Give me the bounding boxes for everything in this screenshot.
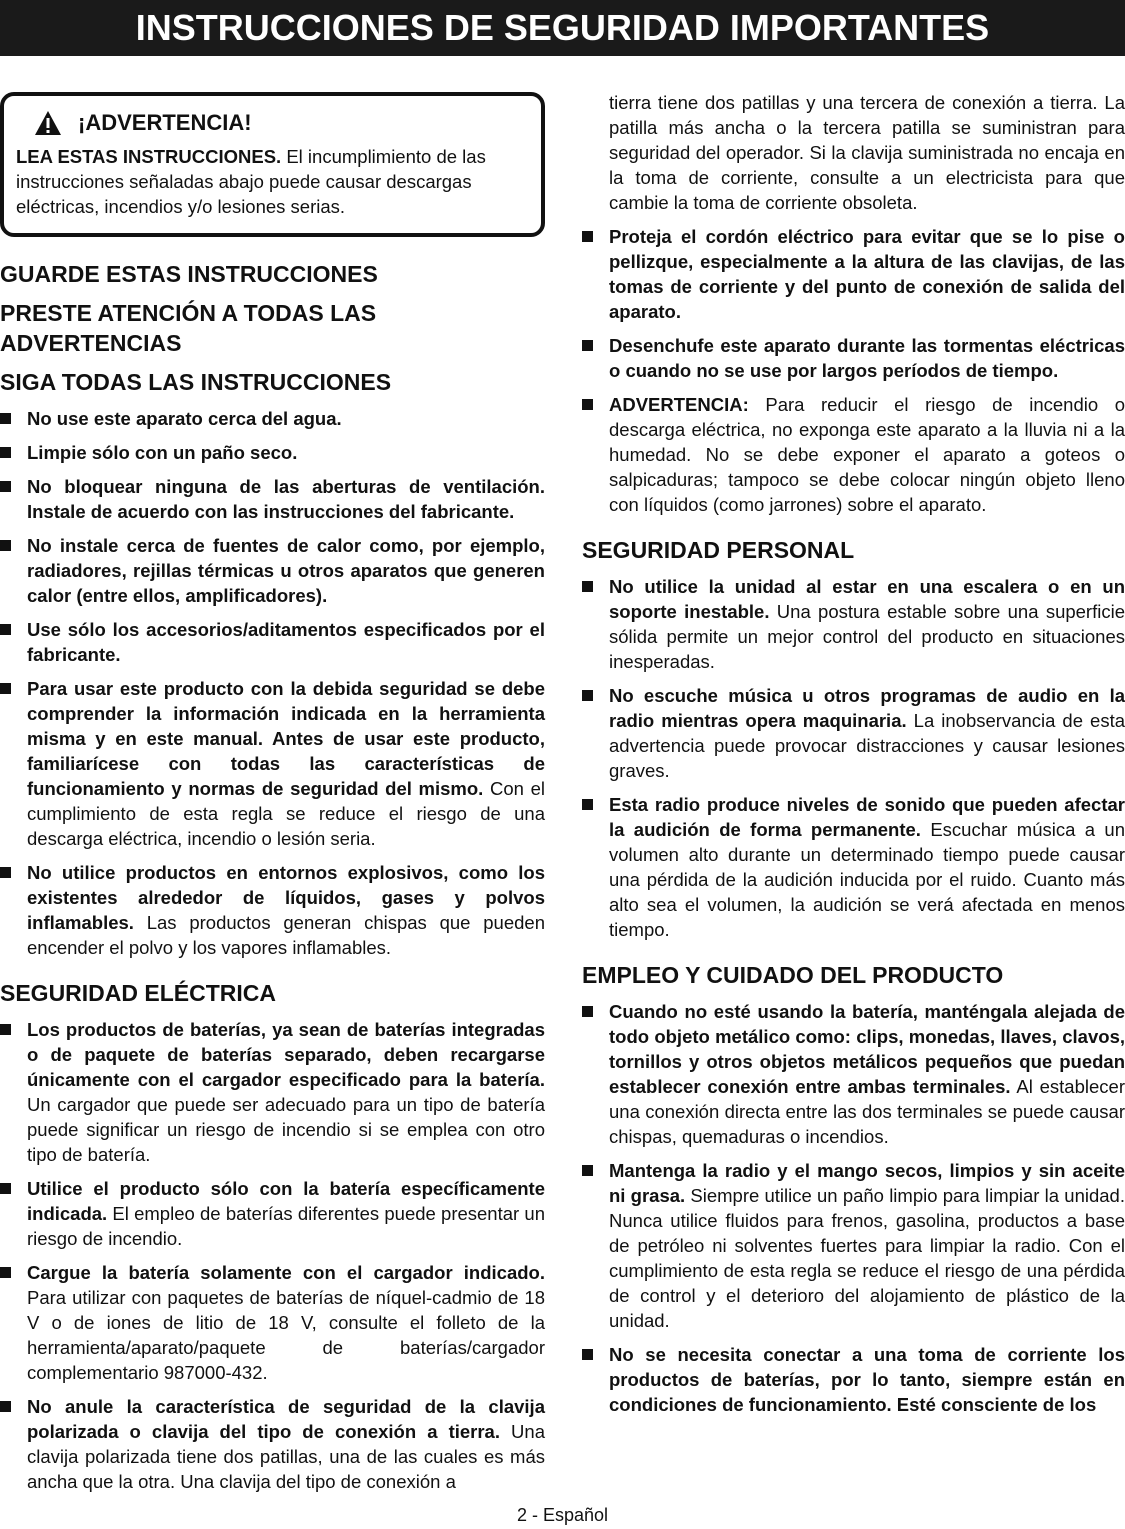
square-bullet-icon (582, 1349, 593, 1360)
item-bold-text: Limpie sólo con un paño seco. (27, 442, 298, 463)
general-list (0, 406, 545, 960)
item-text: Al establecer una conexión directa entre las dos terminales se puede causar chispas, quemaduras o incendios. (609, 1076, 1125, 1147)
warning-title: ¡ADVERTENCIA! (78, 110, 252, 135)
heading-siga: SIGA TODAS LAS INSTRUCCIONES (0, 369, 392, 395)
heading-preste: PRESTE ATENCIÓN A TODAS LAS ADVERTENCIAS (0, 300, 377, 356)
square-bullet-icon (582, 1006, 593, 1017)
list-item (0, 1017, 545, 1167)
item-bold-text: Utilice el producto sólo con la batería específicamente indicada. (27, 1178, 545, 1224)
right-column (582, 90, 1125, 1435)
item-text: Las productos generan chispas que pueden encender el polvo y los vapores inflamables. (27, 912, 545, 958)
list-item (0, 860, 545, 960)
item-bold-text: No instale cerca de fuentes de calor como, por ejemplo, radiadores, rejillas térmicas u otros aparatos que generen calor (entre ellos, amplificadores). (27, 535, 545, 606)
list-item (0, 1394, 545, 1494)
item-bold-text: Cuando no esté usando la batería, manténgala alejada de todo objeto metálico como: clips, monedas, llaves, clavos, tornillos y otros objetos metálicos pequeños que puedan establecer conexión entre ambas terminales. (609, 1001, 1125, 1097)
warning-triangle-icon (34, 110, 62, 136)
warning-box (0, 92, 545, 237)
item-bold-text: Proteja el cordón eléctrico para evitar que se lo pise o pellizque, especialmente a la altura de las clavijas, de las tomas de corriente y del punto de conexión de salida del aparato. (609, 226, 1125, 322)
list-item (582, 792, 1125, 942)
square-bullet-icon (582, 399, 593, 410)
square-bullet-icon (0, 1024, 11, 1035)
item-bold-text: No escuche música u otros programas de audio en la radio mientras opera maquinaria. (609, 685, 1125, 731)
square-bullet-icon (0, 1183, 11, 1194)
list-item (582, 999, 1125, 1149)
list-item (0, 533, 545, 608)
warning-header (34, 110, 531, 136)
square-bullet-icon (582, 581, 593, 592)
square-bullet-icon (582, 799, 593, 810)
item-bold-text: Esta radio produce niveles de sonido que pueden afectar la audición de forma permanente. (609, 794, 1125, 840)
square-bullet-icon (0, 413, 11, 424)
item-text: Siempre utilice un paño limpio para limpiar la unidad. Nunca utilice fluidos para frenos, gasolina, productos a base de petróleo ni solventes fuertes para limpiar la radio. Con el cumplimiento de esta regla se reduce el riesgo de una pérdida de control y el deterioro del alojamiento de plástico de la unidad. (609, 1185, 1125, 1331)
square-bullet-icon (0, 624, 11, 635)
square-bullet-icon (582, 340, 593, 351)
page-banner: INSTRUCCIONES DE SEGURIDAD IMPORTANTES (0, 0, 1125, 56)
square-bullet-icon (0, 1401, 11, 1412)
square-bullet-icon (582, 1165, 593, 1176)
square-bullet-icon (0, 447, 11, 458)
heading-seguridad-electrica: SEGURIDAD ELÉCTRICA (0, 980, 277, 1006)
item-text: Un cargador que puede ser adecuado para un tipo de batería puede significar un riesgo de incendio si se emplea con otro tipo de batería. (27, 1094, 545, 1165)
heading-empleo-cuidado: EMPLEO Y CUIDADO DEL PRODUCTO (582, 962, 1004, 988)
list-item (582, 1342, 1125, 1417)
item-text: Para utilizar con paquetes de baterías de níquel-cadmio de 18 V o de iones de litio de 18 V, consulte el folleto de la herramienta/aparato/paquete de baterías/cargador complementario 987000-432. (27, 1287, 545, 1383)
warning-body (16, 144, 531, 219)
item-text: El empleo de baterías diferentes puede presentar un riesgo de incendio. (27, 1203, 545, 1249)
item-bold-text: Use sólo los accesorios/aditamentos especificados por el fabricante. (27, 619, 545, 665)
item-bold-text: No utilice la unidad al estar en una escalera o en un soporte inestable. (609, 576, 1125, 622)
item-bold-text: Mantenga la radio y el mango secos, limpios y sin aceite ni grasa. (609, 1160, 1125, 1206)
item-bold-text: No utilice productos en entornos explosivos, como los existentes alrededor de líquidos, gases y polvos inflamables. (27, 862, 545, 933)
square-bullet-icon (0, 481, 11, 492)
list-item (582, 1158, 1125, 1333)
list-item (582, 224, 1125, 324)
heading-seguridad-personal: SEGURIDAD PERSONAL (582, 537, 855, 563)
item-text: La inobservancia de esta advertencia puede provocar distracciones y causar lesiones graves. (609, 710, 1125, 781)
list-item (582, 683, 1125, 783)
list-item (0, 617, 545, 667)
list-item (582, 392, 1125, 517)
item-bold-text: Los productos de baterías, ya sean de baterías integradas o de paquete de baterías separado, deben recargarse únicamente con el cargador especificado para la batería. (27, 1019, 545, 1090)
list-item (0, 676, 545, 851)
item-bold-text: Desenchufe este aparato durante las tormentas eléctricas o cuando no se use por largos períodos de tiempo. (609, 335, 1125, 381)
item-bold-text: No anule la característica de seguridad de la clavija polarizada o clavija del tipo de conexión a tierra. (27, 1396, 545, 1442)
list-item (0, 1176, 545, 1251)
item-bold-text: ADVERTENCIA: (609, 394, 749, 415)
list-item (0, 1260, 545, 1385)
item-bold-text: Cargue la batería solamente con el cargador indicado. (27, 1262, 545, 1283)
square-bullet-icon (0, 1267, 11, 1278)
warning-text: El incumplimiento de las instrucciones señaladas abajo puede causar descargas eléctricas, incendios y/o lesiones serias. (16, 146, 486, 217)
item-text: Con el cumplimiento de esta regla se reduce el riesgo de una descarga eléctrica, incendio o lesión seria. (27, 778, 545, 849)
square-bullet-icon (0, 683, 11, 694)
square-bullet-icon (0, 540, 11, 551)
item-text: Para reducir el riesgo de incendio o descarga eléctrica, no exponga este aparato a la lluvia ni a la humedad. No se debe exponer el aparato a goteos o salpicaduras; tampoco se debe colocar ningún objeto lleno con líquidos (como jarrones) sobre el aparato. (609, 394, 1125, 515)
electric-list-2 (582, 224, 1125, 517)
product-list (582, 999, 1125, 1417)
list-item (582, 333, 1125, 383)
item-text: Una postura estable sobre una superficie sólida permite un mejor control del producto en situaciones inesperadas. (609, 601, 1125, 672)
list-item (582, 574, 1125, 674)
electric-list (0, 1017, 545, 1494)
square-bullet-icon (0, 867, 11, 878)
item-bold-text: Para usar este producto con la debida seguridad se debe comprender la información indicada en la herramienta misma y en este manual. Antes de usar este producto, familiarícese con todas las características de funcionamiento y normas de seguridad del mismo. (27, 678, 545, 799)
item-bold-text: No use este aparato cerca del agua. (27, 408, 342, 429)
electric-continuation: tierra tiene dos patillas y una tercera de conexión a tierra. La patilla más ancha o la tercera patilla se suministran para seguridad del operador. Si la clavija suministrada no encaja en la toma de corriente, consulte a un electricista para que cambie la toma de corriente obsoleta. (609, 92, 1125, 213)
heading-guarde: GUARDE ESTAS INSTRUCCIONES (0, 261, 378, 287)
square-bullet-icon (582, 231, 593, 242)
list-item (0, 440, 545, 465)
personal-list (582, 574, 1125, 942)
warning-lead: LEA ESTAS INSTRUCCIONES. (16, 146, 282, 167)
item-text: Una clavija polarizada tiene dos patillas, una de las cuales es más ancha que la otra. Una clavija del tipo de conexión a (27, 1421, 545, 1492)
page-footer: 2 - Español (516, 1505, 609, 1525)
item-text: Escuchar música a un volumen alto durante un determinado tiempo puede causar una pérdida de la audición inducida por el ruido. Cuanto más alto sea el volumen, la audición se verá afectada en menos tiempo. (609, 819, 1125, 940)
list-item (0, 406, 545, 431)
list-item (0, 474, 545, 524)
item-bold-text: No bloquear ninguna de las aberturas de ventilación. Instale de acuerdo con las instrucciones del fabricante. (27, 476, 545, 522)
square-bullet-icon (582, 690, 593, 701)
item-bold-text: No se necesita conectar a una toma de corriente los productos de baterías, por lo tanto, siempre están en condiciones de funcionamiento. Esté consciente de los (609, 1344, 1125, 1415)
left-column (0, 92, 545, 1512)
